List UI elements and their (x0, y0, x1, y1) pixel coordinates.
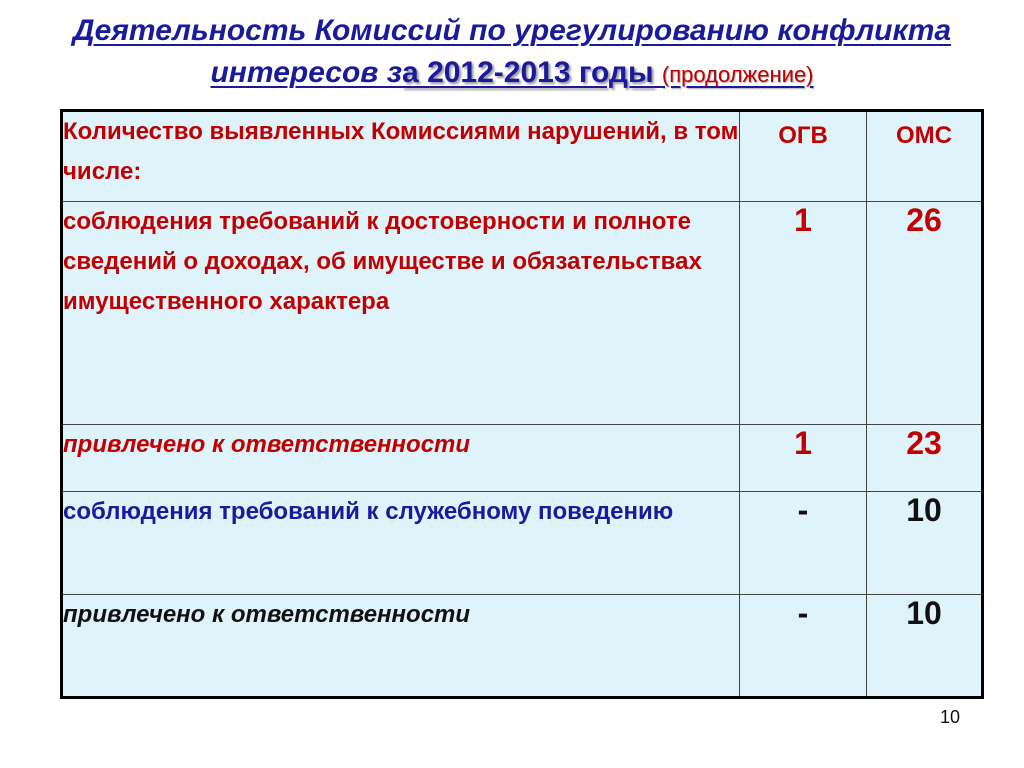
violations-table (60, 109, 984, 699)
page-number: 10 (939, 707, 960, 727)
title-years: а 2012-2013 годы (402, 56, 654, 89)
row-oms-value: 10 (867, 595, 983, 698)
table-row (62, 492, 983, 595)
table-row (62, 425, 983, 492)
header-oms: ОМС (867, 111, 983, 202)
row-label: привлечено к ответственности (62, 595, 740, 698)
header-ogv: ОГВ (740, 111, 867, 202)
row-label: соблюдения требований к служебному поведению (62, 492, 740, 595)
header-label: Количество выявленных Комиссиями нарушений, в том числе: (62, 111, 740, 202)
row-label: соблюдения требований к достоверности и полноте сведений о доходах, об имуществе и обязательствах имущественного характера (62, 202, 740, 425)
row-oms-value: 23 (867, 425, 983, 492)
table-row (62, 202, 983, 425)
row-oms-value: 10 (867, 492, 983, 595)
row-ogv-value: 1 (740, 425, 867, 492)
row-ogv-value: - (740, 492, 867, 595)
title-line-2 (0, 52, 1024, 96)
table-row (62, 595, 983, 698)
table-header-row (62, 111, 983, 202)
title-line-2-prefix: интересов з (210, 56, 403, 89)
title-line-1: Деятельность Комиссий по урегулированию конфликта (72, 14, 952, 47)
row-ogv-value: 1 (740, 202, 867, 425)
slide-title (0, 10, 1024, 96)
row-oms-value: 26 (867, 202, 983, 425)
row-label: привлечено к ответственности (62, 425, 740, 492)
title-continuation: (продолжение) (661, 62, 814, 87)
row-ogv-value: - (740, 595, 867, 698)
